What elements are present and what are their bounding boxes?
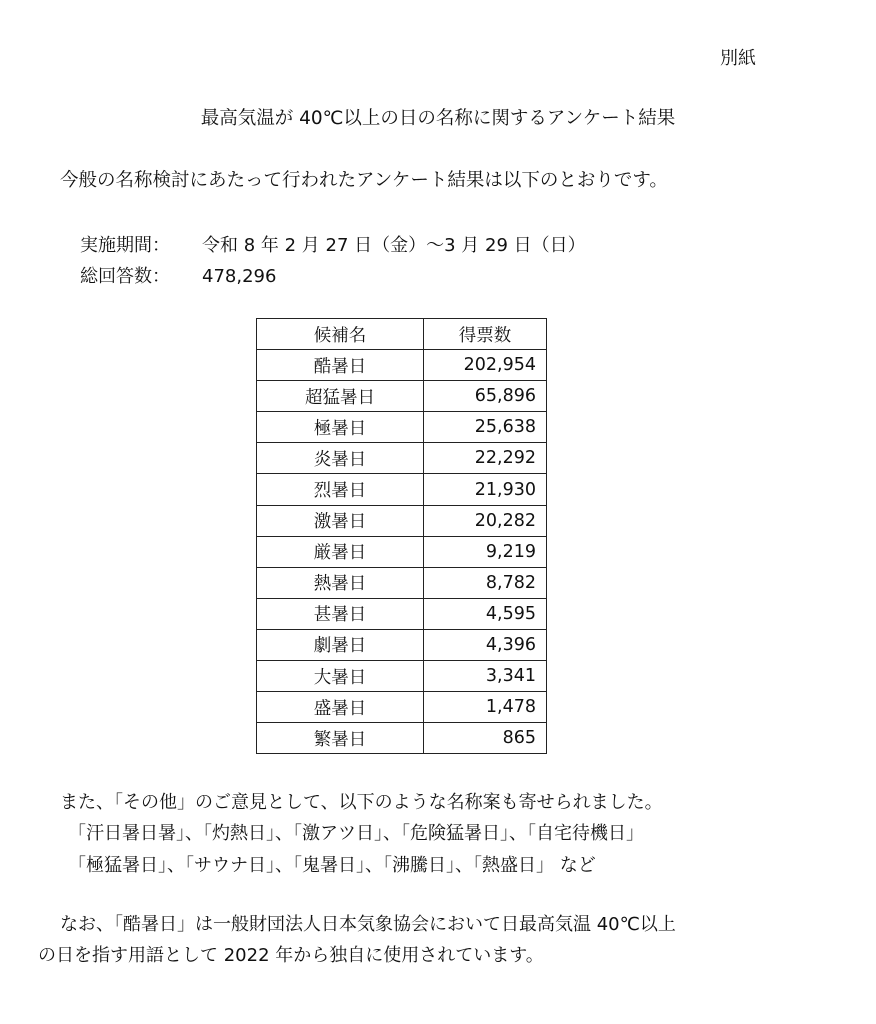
- table-row: [257, 536, 547, 567]
- candidate-name: 超猛暑日: [257, 381, 424, 412]
- table-row: [257, 474, 547, 505]
- table-row: [257, 661, 547, 692]
- note-line-2: の日を指す用語として 2022 年から独自に使用されています。: [38, 945, 544, 966]
- candidate-name: 熱暑日: [257, 567, 424, 598]
- candidate-name: 甚暑日: [257, 598, 424, 629]
- candidate-name: 炎暑日: [257, 443, 424, 474]
- vote-count: 21,930: [424, 474, 547, 505]
- survey-period-label: 実施期間：: [80, 235, 170, 256]
- vote-count: 8,782: [424, 567, 547, 598]
- candidate-name: 烈暑日: [257, 474, 424, 505]
- vote-count: 3,341: [424, 661, 547, 692]
- column-header-candidate: 候補名: [257, 319, 424, 350]
- candidate-name: 厳暑日: [257, 536, 424, 567]
- other-suggestions-line-1: 「汗日暑日暑」、「灼熱日」、「激アツ日」、「危険猛暑日」、「自宅待機日」: [68, 823, 644, 844]
- vote-count: 865: [424, 723, 547, 754]
- table-header-row: [257, 319, 547, 350]
- column-header-votes: 得票数: [424, 319, 547, 350]
- vote-count: 22,292: [424, 443, 547, 474]
- candidate-name: 大暑日: [257, 661, 424, 692]
- table-row: [257, 350, 547, 381]
- table-row: [257, 412, 547, 443]
- annex-label: 別紙: [720, 48, 756, 69]
- candidate-name: 劇暑日: [257, 629, 424, 660]
- table-row: [257, 381, 547, 412]
- total-responses-value: 478,296: [202, 266, 277, 287]
- table-row: [257, 629, 547, 660]
- vote-count: 65,896: [424, 381, 547, 412]
- intro-paragraph: 今般の名称検討にあたって行われたアンケート結果は以下のとおりです。: [60, 170, 668, 191]
- document-title: 最高気温が 40℃以上の日の名称に関するアンケート結果: [200, 108, 676, 129]
- candidate-name: 激暑日: [257, 505, 424, 536]
- candidate-name: 繁暑日: [257, 723, 424, 754]
- vote-count: 4,595: [424, 598, 547, 629]
- table-row: [257, 567, 547, 598]
- vote-count: 20,282: [424, 505, 547, 536]
- table-row: [257, 505, 547, 536]
- results-table: [256, 318, 547, 754]
- vote-count: 25,638: [424, 412, 547, 443]
- table-row: [257, 443, 547, 474]
- candidate-name: 酷暑日: [257, 350, 424, 381]
- survey-period-row: [80, 231, 586, 257]
- candidate-name: 極暑日: [257, 412, 424, 443]
- table-row: [257, 723, 547, 754]
- vote-count: 9,219: [424, 536, 547, 567]
- vote-count: 202,954: [424, 350, 547, 381]
- candidate-name: 盛暑日: [257, 692, 424, 723]
- other-suggestions-intro: また、「その他」のご意見として、以下のような名称案も寄せられました。: [60, 792, 663, 813]
- total-responses-label: 総回答数：: [80, 266, 170, 287]
- table-row: [257, 598, 547, 629]
- note-line-1: なお、「酷暑日」は一般財団法人日本気象協会において日最高気温 40℃以上: [60, 914, 676, 935]
- table-row: [257, 692, 547, 723]
- vote-count: 1,478: [424, 692, 547, 723]
- other-suggestions-line-2: 「極猛暑日」、「サウナ日」、「鬼暑日」、「沸騰日」、「熱盛日」 など: [68, 855, 596, 876]
- total-responses-row: [80, 262, 276, 288]
- survey-period-value: 令和 8 年 2 月 27 日（金）～3 月 29 日（日）: [202, 235, 586, 256]
- vote-count: 4,396: [424, 629, 547, 660]
